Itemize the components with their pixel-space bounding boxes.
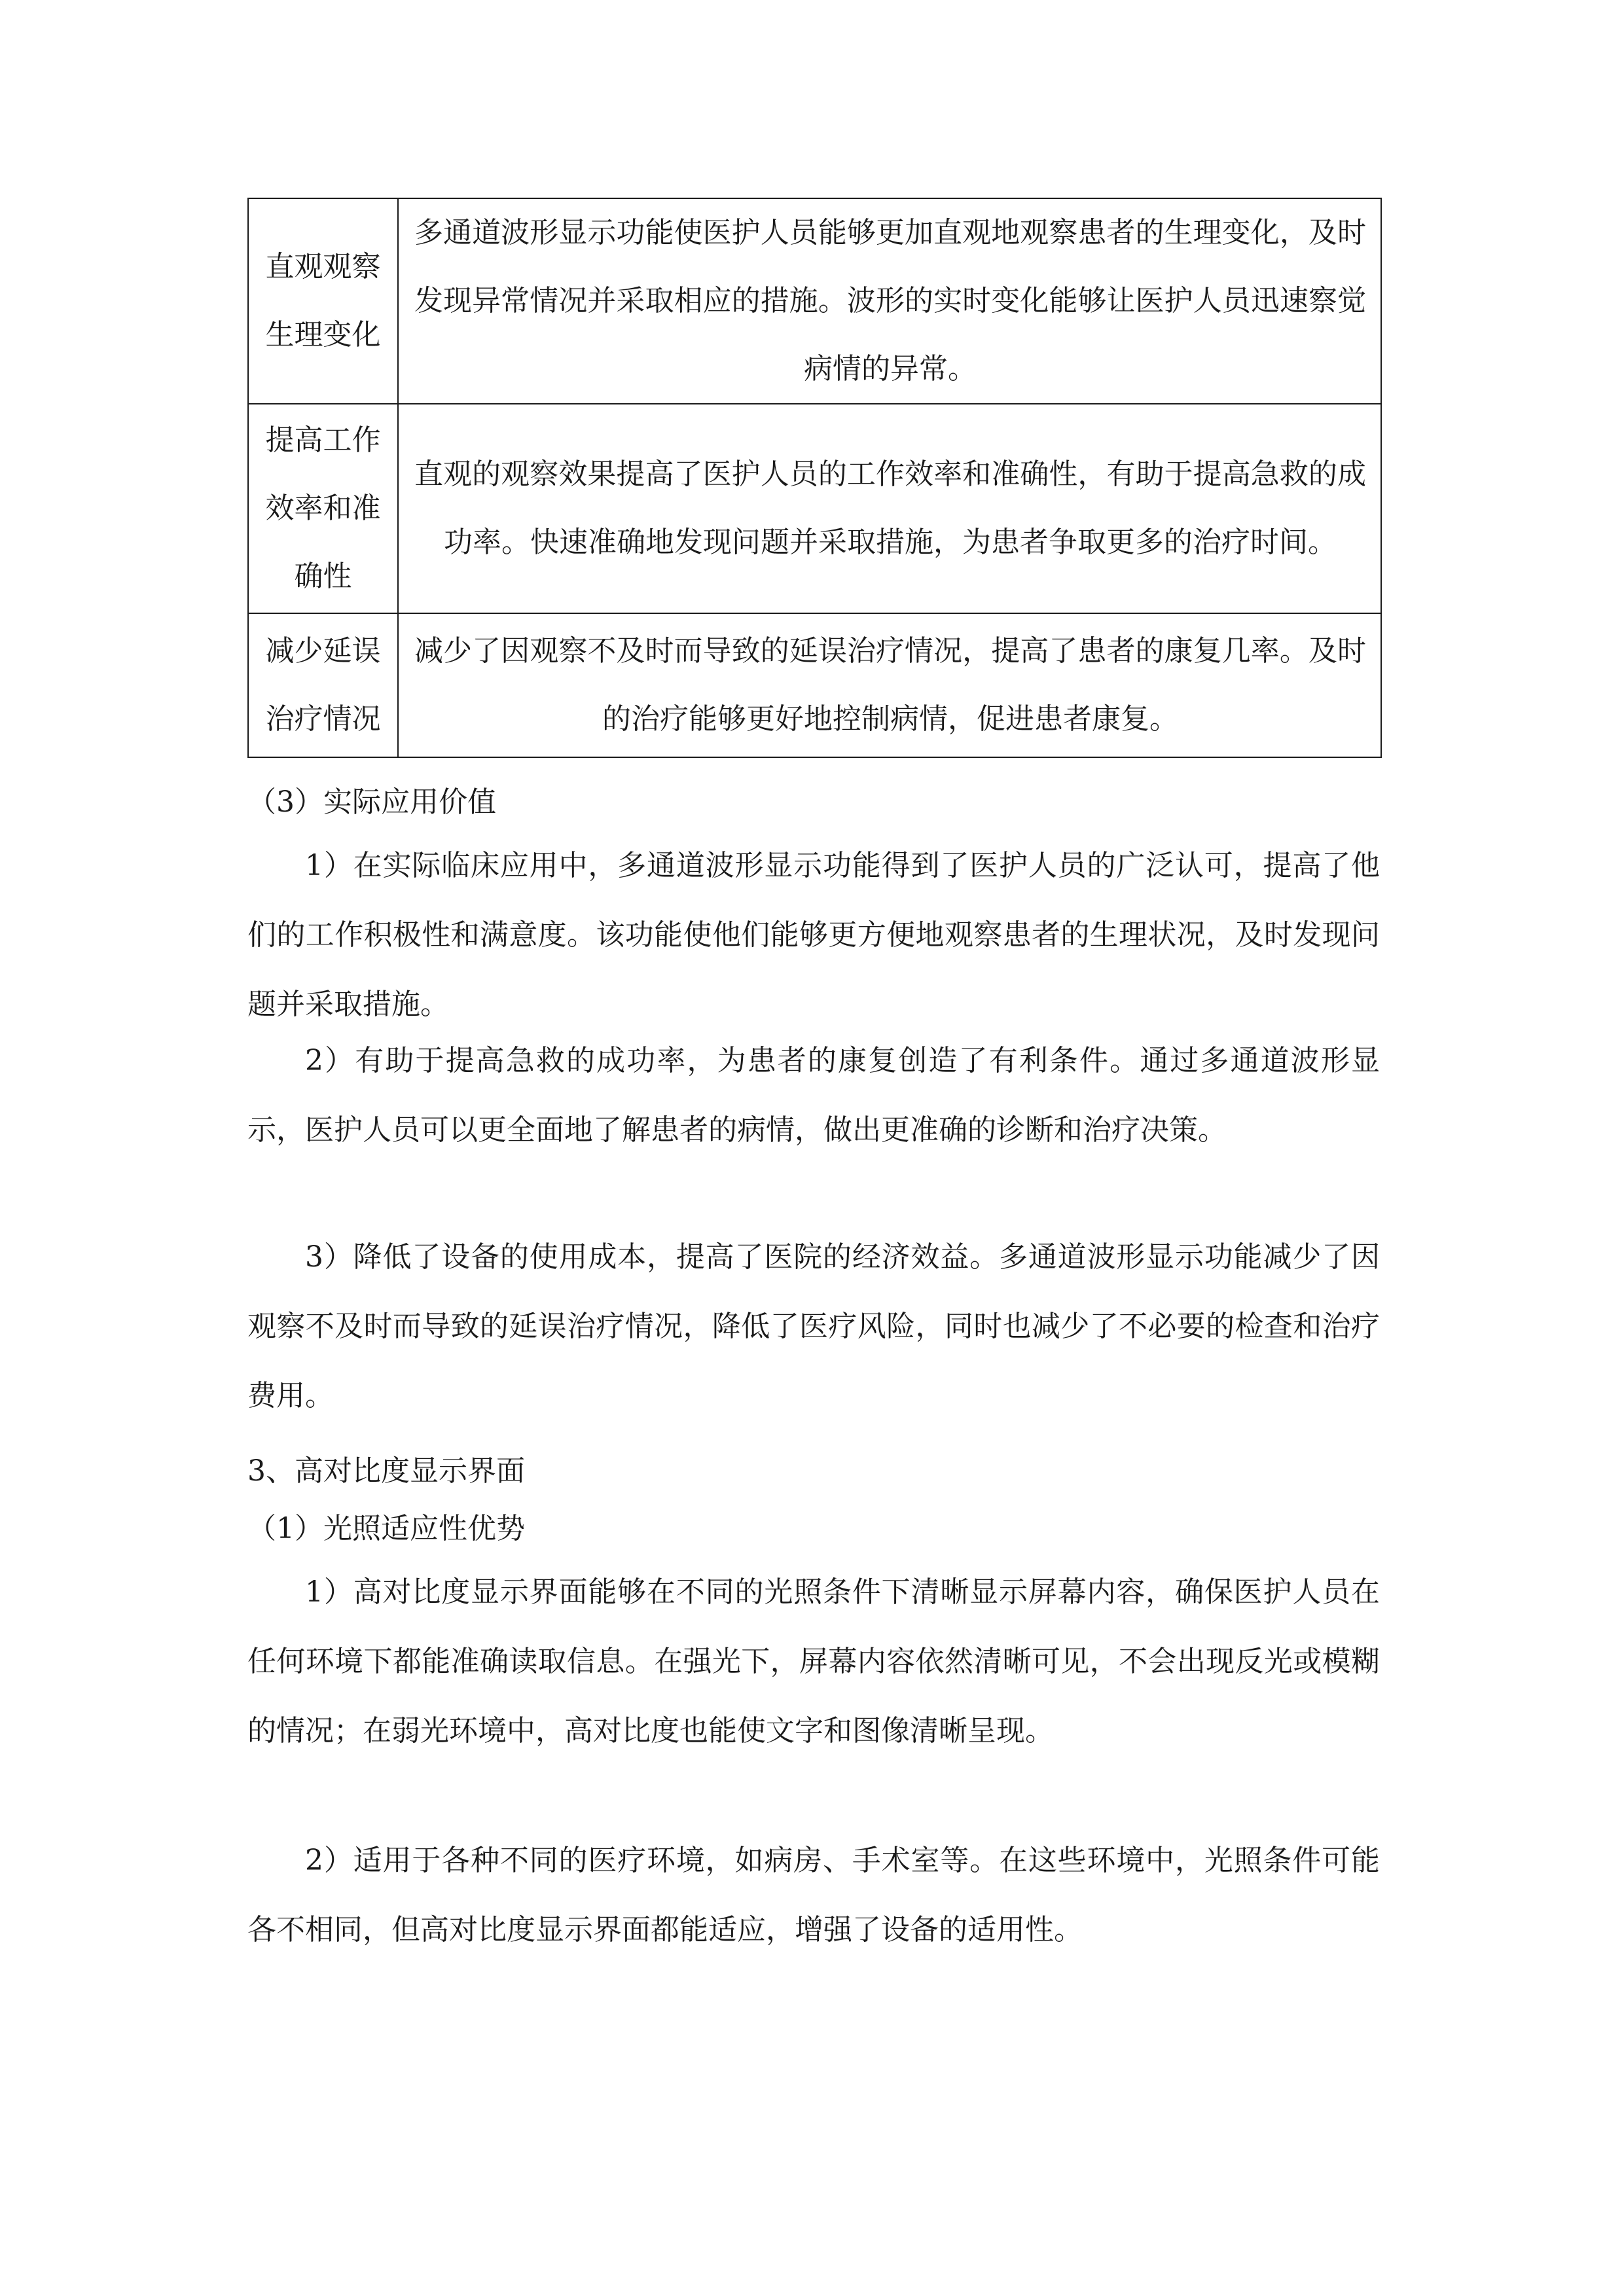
paragraph-practical-value-3: 3）降低了设备的使用成本，提高了医院的经济效益。多通道波形显示功能减少了因观察不及时而导致的延误治疗情况，降低了医疗风险，同时也减少了不必要的检查和治疗费用。 (247, 1240, 1380, 1412)
table-row (248, 404, 1381, 613)
table-cell-value: 直观的观察效果提高了医护人员的工作效率和准确性，有助于提高急救的成功率。快速准确地发现问题并采取措施，为患者争取更多的治疗时间。 (398, 404, 1381, 613)
table-cell-key (248, 613, 398, 757)
row-key-label: 提高工作效率和准确性 (265, 423, 381, 593)
paragraph-light-adaptation-1: 1）高对比度显示界面能够在不同的光照条件下清晰显示屏幕内容，确保医护人员在任何环境下都能准确读取信息。在强光下，屏幕内容依然清晰可见，不会出现反光或模糊的情况；在弱光环境中，高对比度也能使文字和图像清晰呈现。 (247, 1575, 1380, 1748)
section-heading-practical-value: （3）实际应用价值 (247, 785, 496, 819)
section-heading-light-adaptation: （1）光照适应性优势 (247, 1512, 525, 1545)
paragraph-practical-value-2: 2）有助于提高急救的成功率，为患者的康复创造了有利条件。通过多通道波形显示，医护人员可以更全面地了解患者的病情，做出更准确的诊断和治疗决策。 (247, 1044, 1380, 1147)
chapter-heading-high-contrast: 3、高对比度显示界面 (247, 1454, 525, 1488)
table-row (248, 198, 1381, 404)
paragraph-light-adaptation-2: 2）适用于各种不同的医疗环境，如病房、手术室等。在这些环境中，光照条件可能各不相同，但高对比度显示界面都能适应，增强了设备的适用性。 (247, 1844, 1380, 1946)
table-cell-value: 减少了因观察不及时而导致的延误治疗情况，提高了患者的康复几率。及时的治疗能够更好地控制病情，促进患者康复。 (398, 613, 1381, 757)
feature-table (247, 198, 1382, 758)
paragraph-practical-value-1: 1）在实际临床应用中，多通道波形显示功能得到了医护人员的广泛认可，提高了他们的工作积极性和满意度。该功能使他们能够更方便地观察患者的生理状况，及时发现问题并采取措施。 (247, 849, 1380, 1021)
table-cell-value: 多通道波形显示功能使医护人员能够更加直观地观察患者的生理变化，及时发现异常情况并采取相应的措施。波形的实时变化能够让医护人员迅速察觉病情的异常。 (398, 198, 1381, 404)
row-key-label: 直观观察生理变化 (265, 250, 381, 351)
table-cell-key (248, 198, 398, 404)
table-row (248, 613, 1381, 757)
table-cell-key (248, 404, 398, 613)
row-key-label: 减少延误治疗情况 (265, 634, 381, 736)
